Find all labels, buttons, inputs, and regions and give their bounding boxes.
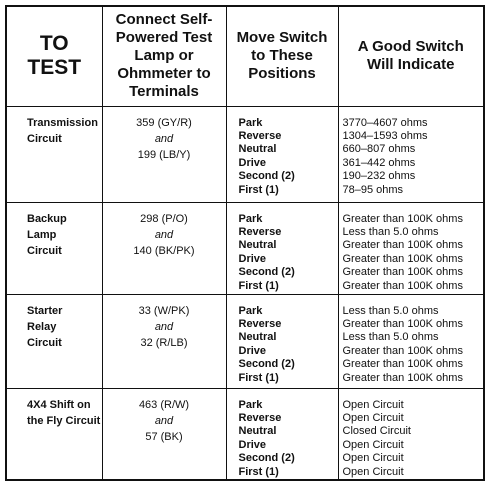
positions-cell-line: Drive [238,156,267,169]
indication-cell [338,106,484,202]
indication-cell-line: Open Circuit [342,411,404,424]
positions-cell-line: Park [238,304,263,317]
indication-cell-line: Greater than 100K ohms [342,252,463,265]
positions-cell-line: Park [238,398,263,411]
positions-cell-line: Reverse [238,225,282,238]
header-line: Ohmmeter to [117,65,211,83]
indication-cell-line: Greater than 100K ohms [342,344,463,357]
header-line: TO [39,32,69,56]
test-name-cell [6,202,102,294]
indication-cell-line: Open Circuit [342,398,404,411]
positions-cell [226,202,338,294]
indication-cell [338,388,484,480]
positions-cell [226,388,338,480]
positions-cell-line: First (1) [238,465,279,478]
indication-cell-line: 660–807 ohms [342,143,416,156]
terminals-cell-line: 32 (R/LB) [140,336,188,349]
indication-cell-line: 190–232 ohms [342,170,416,183]
test-name-cell-line: Relay [27,320,57,333]
table-row [6,106,484,202]
terminals-cell [102,294,226,388]
test-name-cell-line: Starter [27,304,63,317]
positions-cell-line: First (1) [238,371,279,384]
positions-cell [226,106,338,202]
header-to-test [6,6,102,106]
indication-cell-line: Less than 5.0 ohms [342,304,439,317]
terminals-cell-line: 463 (R/W) [138,398,190,411]
positions-cell [226,294,338,388]
indication-cell-line: Closed Circuit [342,425,411,438]
test-name-cell [6,106,102,202]
terminals-cell [102,202,226,294]
test-name-cell-line: Lamp [27,228,57,241]
indication-cell-line: Greater than 100K ohms [342,266,463,279]
positions-cell-line: Second (2) [238,266,295,279]
terminals-cell-line: 298 (P/O) [140,212,188,225]
test-name-cell [6,388,102,480]
indication-cell-line: Greater than 100K ohms [342,212,463,225]
header-line: Move Switch [236,29,328,47]
positions-cell-line: Park [238,116,263,129]
terminals-cell-line: and [154,414,174,427]
positions-cell-line: First (1) [238,279,279,292]
terminals-cell-line: and [154,320,174,333]
header-line: Lamp or [134,47,194,65]
positions-cell-line: Reverse [238,411,282,424]
positions-cell-line: Reverse [238,317,282,330]
indication-cell-line: Greater than 100K ohms [342,358,463,371]
positions-cell-line: Second (2) [238,170,295,183]
indication-cell-line: Less than 5.0 ohms [342,225,439,238]
terminals-cell [102,106,226,202]
indication-cell-line: Greater than 100K ohms [342,239,463,252]
header-line: Terminals [129,83,199,101]
terminals-cell-line: 199 (LB/Y) [137,148,191,161]
positions-cell-line: Neutral [238,239,277,252]
test-name-cell-line: Circuit [27,336,62,349]
positions-cell-line: First (1) [238,183,279,196]
indication-cell [338,294,484,388]
switch-test-table [5,5,485,481]
indication-cell-line: 3770–4607 ohms [342,116,428,129]
test-name-cell-line: Backup [27,212,67,225]
header-line: Powered Test [115,29,213,47]
table-row [6,388,484,480]
indication-cell-line: Open Circuit [342,465,404,478]
test-name-cell [6,294,102,388]
positions-cell-line: Second (2) [238,452,295,465]
terminals-cell [102,388,226,480]
indication-cell-line: Greater than 100K ohms [342,279,463,292]
test-name-cell-line: the Fly Circuit [27,414,101,427]
indication-cell-line: Less than 5.0 ohms [342,331,439,344]
header-positions [226,6,338,106]
header-line: to These [251,47,313,65]
table-row [6,202,484,294]
indication-cell-line: Open Circuit [342,438,404,451]
header-row [6,6,484,106]
positions-cell-line: Drive [238,252,267,265]
test-name-cell-line: Transmission [27,116,98,129]
header-indicate [338,6,484,106]
test-name-cell-line: 4X4 Shift on [27,398,91,411]
table-row [6,294,484,388]
terminals-cell-line: and [154,228,174,241]
indication-cell [338,202,484,294]
terminals-cell-line: 57 (BK) [145,430,183,443]
positions-cell-line: Second (2) [238,358,295,371]
positions-cell-line: Neutral [238,425,277,438]
header-line: TEST [27,56,82,80]
positions-cell-line: Park [238,212,263,225]
header-line: Will Indicate [367,56,455,74]
indication-cell-line: Greater than 100K ohms [342,317,463,330]
indication-cell-line: Open Circuit [342,452,404,465]
positions-cell-line: Neutral [238,143,277,156]
terminals-cell-line: 140 (BK/PK) [133,244,195,257]
indication-cell-line: 361–442 ohms [342,156,416,169]
header-line: Connect Self- [115,11,213,29]
positions-cell-line: Drive [238,438,267,451]
indication-cell-line: Greater than 100K ohms [342,371,463,384]
positions-cell-line: Neutral [238,331,277,344]
header-terminals [102,6,226,106]
indication-cell-line: 1304–1593 ohms [342,129,428,142]
terminals-cell-line: and [154,132,174,145]
header-line: A Good Switch [357,38,464,56]
test-name-cell-line: Circuit [27,244,62,257]
table-body [6,106,484,480]
positions-cell-line: Reverse [238,129,282,142]
terminals-cell-line: 33 (W/PK) [138,304,190,317]
header-line: Positions [248,65,316,83]
terminals-cell-line: 359 (GY/R) [136,116,192,129]
positions-cell-line: Drive [238,344,267,357]
test-name-cell-line: Circuit [27,132,62,145]
indication-cell-line: 78–95 ohms [342,183,404,196]
